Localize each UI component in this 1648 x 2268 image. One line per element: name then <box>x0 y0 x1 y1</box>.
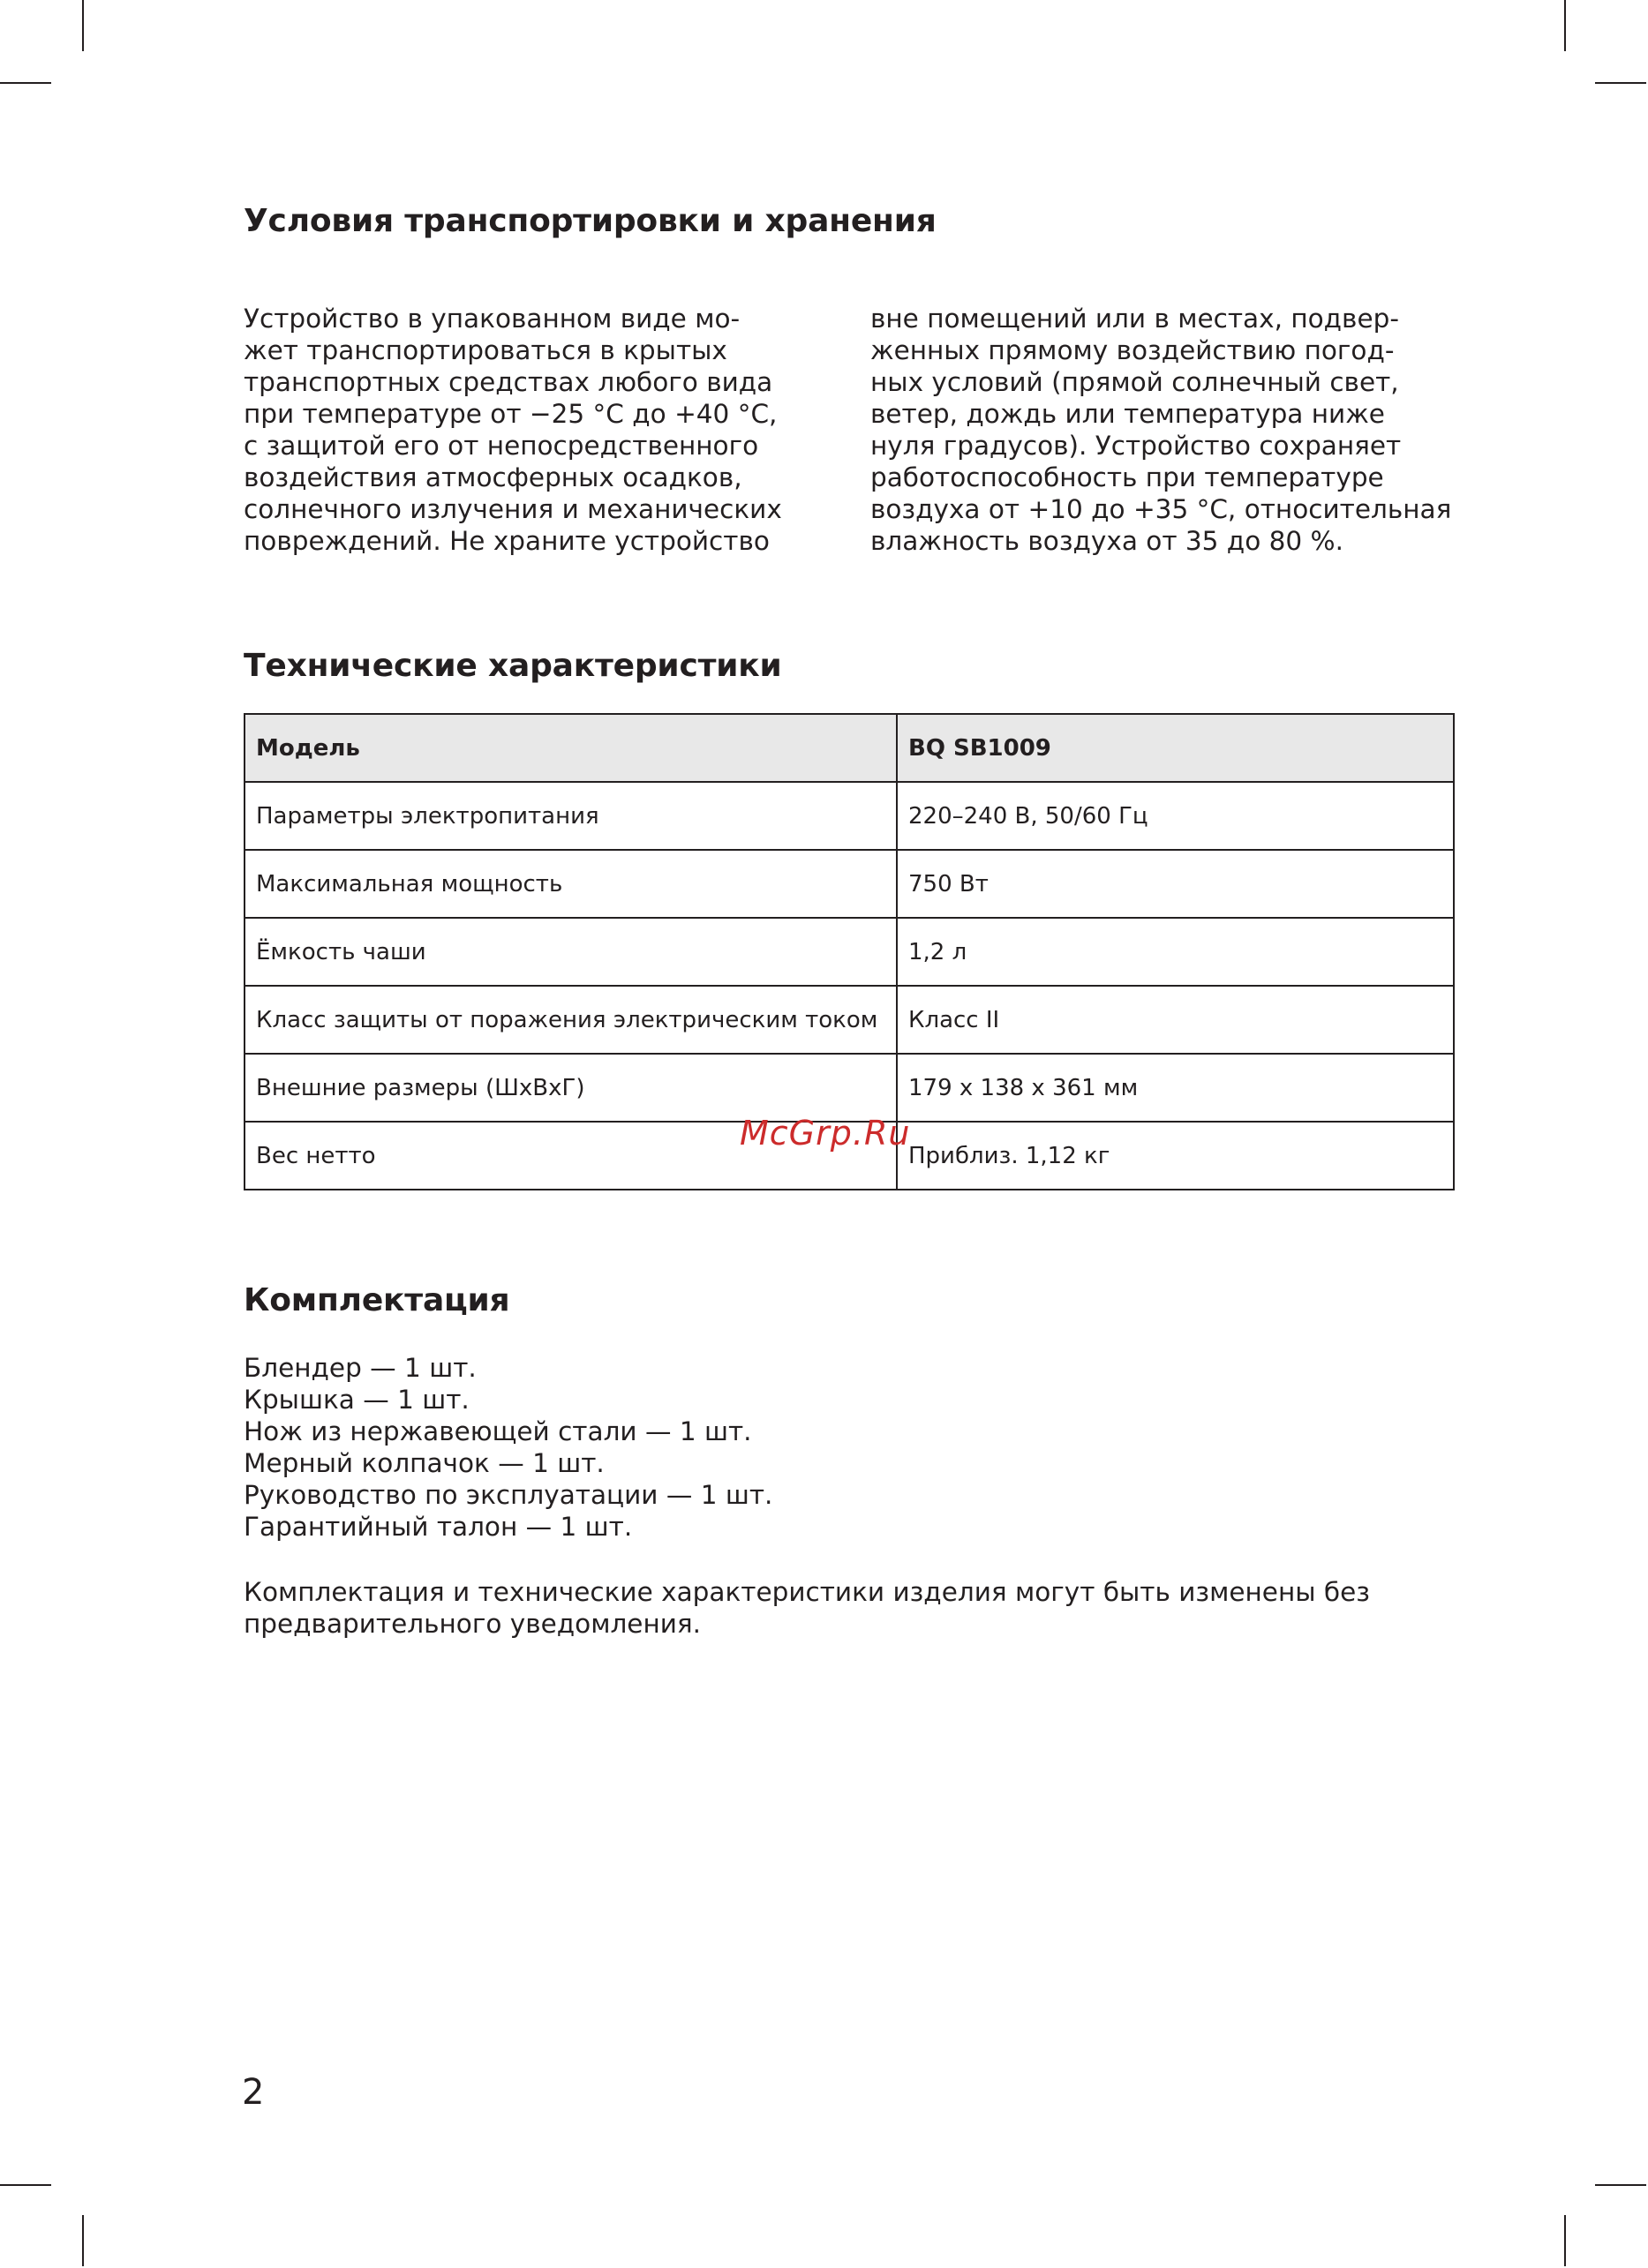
crop-mark-bottom-right-h <box>1595 2184 1646 2186</box>
specs-row <box>245 986 1454 1054</box>
transport-text-column-2 <box>870 303 1488 557</box>
specs-cell-label: Ёмкость чаши <box>245 918 897 986</box>
text-line: с защитой его от непосредственного <box>244 431 759 461</box>
package-note <box>244 1576 1479 1640</box>
specs-cell-value: 750 Вт <box>897 850 1454 918</box>
specs-cell-value: 1,2 л <box>897 918 1454 986</box>
specs-row <box>245 782 1454 850</box>
specs-header-row <box>245 714 1454 782</box>
text-line: транспортных средствах любого вида <box>244 367 773 397</box>
text-line: ных условий (прямой солнечный свет, <box>870 367 1399 397</box>
page-number: 2 <box>242 2072 265 2113</box>
list-item: Мерный колпачок — 1 шт. <box>244 1448 605 1478</box>
specs-cell-label: Внешние размеры (ШхВхГ) <box>245 1054 897 1122</box>
text-line: нуля градусов). Устройство сохраняет <box>870 431 1402 461</box>
crop-mark-bottom-right <box>1564 2215 1566 2266</box>
text-line: предварительного уведомления. <box>244 1609 702 1639</box>
specs-cell-value: 179 x 138 x 361 мм <box>897 1054 1454 1122</box>
text-line: женных прямому воздействию погод- <box>870 335 1395 365</box>
text-line: повреждений. Не храните устройство <box>244 526 770 556</box>
text-line: солнечного излучения и механических <box>244 494 782 524</box>
text-line: вне помещений или в местах, подвер- <box>870 304 1399 334</box>
crop-mark-bottom-left-h <box>0 2184 51 2186</box>
specs-cell-label: Класс защиты от поражения электрическим током <box>245 986 897 1054</box>
package-list <box>244 1352 772 1543</box>
list-item: Гарантийный талон — 1 шт. <box>244 1512 633 1542</box>
crop-mark-bottom-left <box>82 2215 84 2266</box>
specs-row <box>245 1054 1454 1122</box>
specs-row <box>245 918 1454 986</box>
list-item: Блендер — 1 шт. <box>244 1353 477 1383</box>
specs-cell-value: Класс II <box>897 986 1454 1054</box>
specs-cell-value: 220–240 В, 50/60 Гц <box>897 782 1454 850</box>
list-item: Нож из нержавеющей стали — 1 шт. <box>244 1416 752 1446</box>
text-line: ветер, дождь или температура ниже <box>870 399 1385 429</box>
text-line: Комплектация и технические характеристики изделия могут быть изменены без <box>244 1577 1370 1607</box>
specs-header-value: BQ SB1009 <box>897 714 1454 782</box>
crop-mark-top-right-h <box>1595 82 1646 84</box>
specs-header-label: Модель <box>245 714 897 782</box>
text-line: воздуха от +10 до +35 °C, относительная <box>870 494 1452 524</box>
specs-cell-label: Вес нетто <box>245 1122 897 1190</box>
crop-mark-top-left <box>82 0 84 51</box>
transport-text-column-1 <box>244 303 862 557</box>
crop-mark-top-left-h <box>0 82 51 84</box>
specs-cell-label: Параметры электропитания <box>245 782 897 850</box>
watermark: McGrp.Ru <box>740 1114 911 1153</box>
specs-cell-label: Максимальная мощность <box>245 850 897 918</box>
specs-row <box>245 850 1454 918</box>
specs-cell-value: Приблиз. 1,12 кг <box>897 1122 1454 1190</box>
list-item: Руководство по эксплуатации — 1 шт. <box>244 1480 773 1510</box>
text-line: Устройство в упакованном виде мо- <box>244 304 741 334</box>
text-line: влажность воздуха от 35 до 80 %. <box>870 526 1343 556</box>
crop-mark-top-right <box>1564 0 1566 51</box>
text-line: при температуре от −25 °C до +40 °C, <box>244 399 778 429</box>
text-line: жет транспортироваться в крытых <box>244 335 727 365</box>
specs-heading: Технические характеристики <box>244 648 782 684</box>
transport-heading: Условия транспортировки и хранения <box>244 203 937 239</box>
text-line: воздействия атмосферных осадков, <box>244 462 742 492</box>
package-heading: Комплектация <box>244 1282 510 1318</box>
text-line: работоспособность при температуре <box>870 462 1384 492</box>
list-item: Крышка — 1 шт. <box>244 1385 470 1415</box>
